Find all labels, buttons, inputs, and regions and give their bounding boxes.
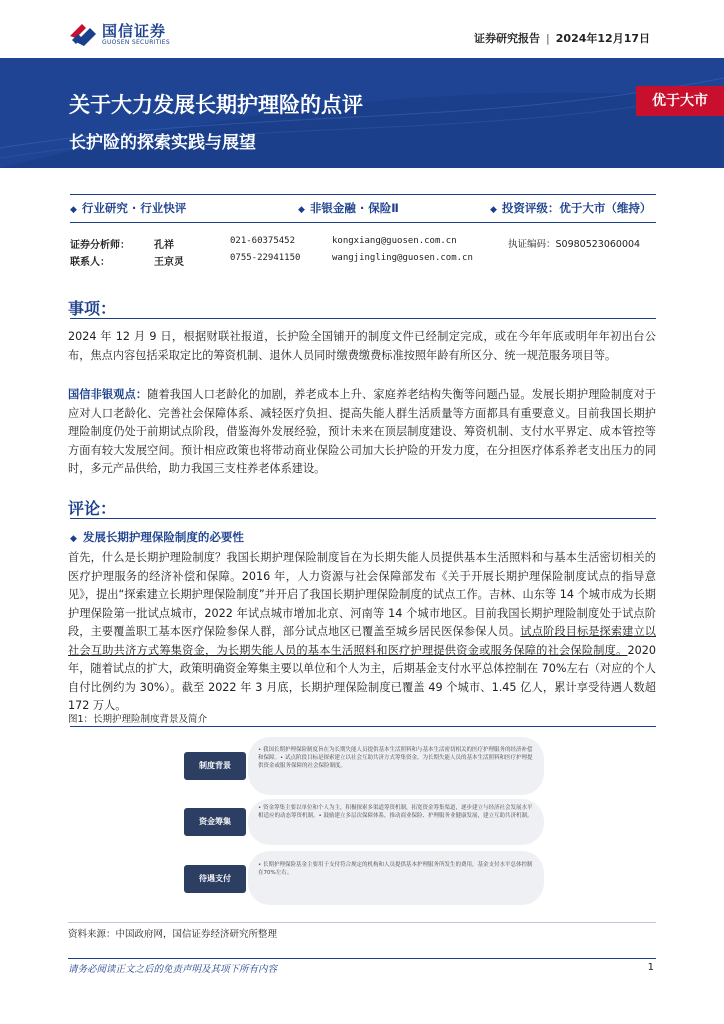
page-title: 关于大力发展长期护理险的点评: [69, 93, 363, 117]
diamond-icon: ◆: [298, 205, 305, 215]
footer-disclaimer[interactable]: 请务必阅读正文之后的免责声明及其项下所有内容: [68, 964, 278, 975]
event-rule: [70, 318, 656, 319]
analyst-table: [70, 236, 670, 270]
tag-sector: [298, 200, 399, 216]
analyst-name: 孔祥: [154, 240, 174, 251]
tag-sector-label: 非银金融 · 保险Ⅱ: [309, 201, 399, 215]
diagram-label-payment: 待遇支付: [184, 865, 246, 893]
tag-rating: [490, 200, 651, 216]
event-paragraph: 2024 年 12 月 9 日，根据财联社报道，长护险全国铺开的制度文件已经制定完成，或在今年年底或明年年初出台公布，焦点内容包括采取定比的筹资机制、退休人员同时缴费缴费标准按照年龄有所区分、统一规范服务项目等。: [68, 330, 656, 362]
brand-sub: GUOSEN SECURITIES: [102, 39, 171, 46]
tag-rating-label: 投资评级：优于大市（维持）: [501, 201, 652, 215]
event-heading: 事项：: [68, 299, 117, 318]
report-date: 2024年12月17日: [555, 32, 650, 45]
comment-heading: 评论：: [68, 499, 117, 518]
page-number: 1: [647, 962, 654, 973]
contact-tel: 0755-22941150: [230, 253, 301, 263]
analyst-row: [70, 236, 670, 253]
figure-rule: [70, 726, 656, 727]
footer-rule: [68, 958, 656, 959]
tag-category-label: 行业研究 · 行业快评: [81, 201, 187, 215]
contact-email[interactable]: wangjingling@guosen.com.cn: [332, 253, 473, 263]
brand-logo-icon: [68, 20, 98, 48]
contact-label: 联系人：: [70, 257, 110, 268]
tag-rule-top: [70, 194, 656, 195]
comment-body-underline: 试点阶段目标是探索建立以社会互助共济方式筹集资金，为长期失能人员的基本生活照料和医疗护理提供资金或服务保障的社会保险制度。: [68, 625, 656, 657]
figure-title: 图1：长期护理险制度背景及简介: [68, 714, 208, 725]
brand-logo: [68, 18, 198, 50]
report-type: 证券研究报告: [474, 32, 541, 45]
analyst-tel: 021-60375452: [230, 236, 296, 246]
title-banner: [0, 58, 724, 168]
comment-paragraph: [68, 549, 656, 716]
diagram-label-background: 制度背景: [184, 752, 246, 780]
diamond-icon: ◆: [70, 205, 77, 215]
diagram-label-funding: 资金筹集: [184, 808, 246, 836]
page-subtitle: 长护险的探索实践与展望: [69, 133, 256, 153]
contact-row: [70, 253, 670, 270]
analyst-cert: 执证编码：S0980523060004: [508, 239, 641, 250]
report-header-meta: [474, 30, 650, 46]
policy-diagram: [178, 737, 548, 907]
diagram-text: • 长期护理保险基金主要用于支付符合规定的机构和人员提供基本护理服务所发生的费用，基金支付水平总体控制在70%左右。: [258, 862, 533, 876]
diamond-icon: ◆: [490, 205, 497, 215]
header-separator: |: [546, 32, 550, 45]
comment-subheading: [70, 529, 244, 545]
diagram-text: • 资金筹集主要以单位和个人为主，积极探索多渠道筹资机制，拓宽资金筹集渠道，逐步建立与经济社会发展水平相适应的动态筹资机制。• 鼓励建立多层次保障体系，推动商业保险、护理服务业健康发展，建立互助共济机制。: [258, 805, 533, 819]
diagram-panel: [248, 851, 544, 905]
analyst-email[interactable]: kongxiang@guosen.com.cn: [332, 236, 457, 246]
comment-subheading-label: 发展长期护理保险制度的必要性: [82, 530, 244, 544]
view-lead: 国信非银观点：: [68, 388, 148, 401]
comment-body-a: 首先，什么是长期护理险制度？我国长期护理保险制度旨在为长期失能人员提供基本生活照料和与基本生活密切相关的医疗护理服务的经济补偿和保障。2016 年，人力资源与社会保障部发布《关于开展长期护理保险制度试点的指导意见》，提出“探索建立长期护理保险制度”并开启了我国长期护理保险制度的试点工作。吉林、山东等 14 个城市成为长期护理保险第一批试点城市，2022 年试点城市增加北京、河南等 14 个城市地区。目前我国长期护理险制度处于试点阶段，主要覆盖职工基本医疗保险参保人群，部分试点地区已覆盖至城乡居民医保参保人员。: [68, 551, 656, 638]
comment-rule: [70, 518, 656, 519]
rating-badge: 优于大市: [636, 86, 724, 116]
figure-source: 资料来源：中国政府网，国信证券经济研究所整理: [68, 929, 278, 940]
tag-rule-bottom: [70, 222, 656, 223]
diamond-icon: ◆: [70, 534, 77, 544]
contact-name: 王京灵: [154, 257, 184, 268]
view-paragraph: [68, 386, 656, 479]
source-rule: [68, 922, 656, 923]
comment-body-b: 2020 年，随着试点的扩大，政策明确资金筹集主要以单位和个人为主，后期基金支付水平总体控制在 70%左右（对应的个人自付比例约为 30%）。截至 2022 年 3 月底，长期护理保险制度已覆盖 49 个城市、1.45 亿人，累计享受待遇人数超 172 万人。: [68, 643, 656, 712]
tag-category: [70, 200, 186, 216]
diagram-text: • 我国长期护理保险制度旨在为长期失能人员提供基本生活照料和与基本生活密切相关的医疗护理服务的经济补偿和保障。• 试点阶段目标是探索建立以社会互助共济方式筹集资金，为长期失能人员的基本生活照料和医疗护理提供资金或服务保障的社会保险制度。: [258, 747, 533, 769]
view-body: 随着我国人口老龄化的加剧，养老成本上升、家庭养老结构失衡等问题凸显。发展长期护理险制度对于应对人口老龄化、完善社会保障体系、减轻医疗负担、提高失能人群生活质量等方面都具有重要意义。目前我国长期护理险制度仍处于前期试点阶段，借鉴海外发展经验，预计未来在顶层制度建设、筹资机制、支付水平界定、成本管控等方面有较大发展空间。预计相应政策也将带动商业保险公司加大长护险的开发力度，在分担医疗体系养老支出压力的同时，多元产品供给，助力我国三支柱养老体系建设。: [68, 388, 656, 475]
brand-name: 国信证券: [102, 22, 167, 40]
analyst-label: 证券分析师：: [70, 240, 130, 251]
